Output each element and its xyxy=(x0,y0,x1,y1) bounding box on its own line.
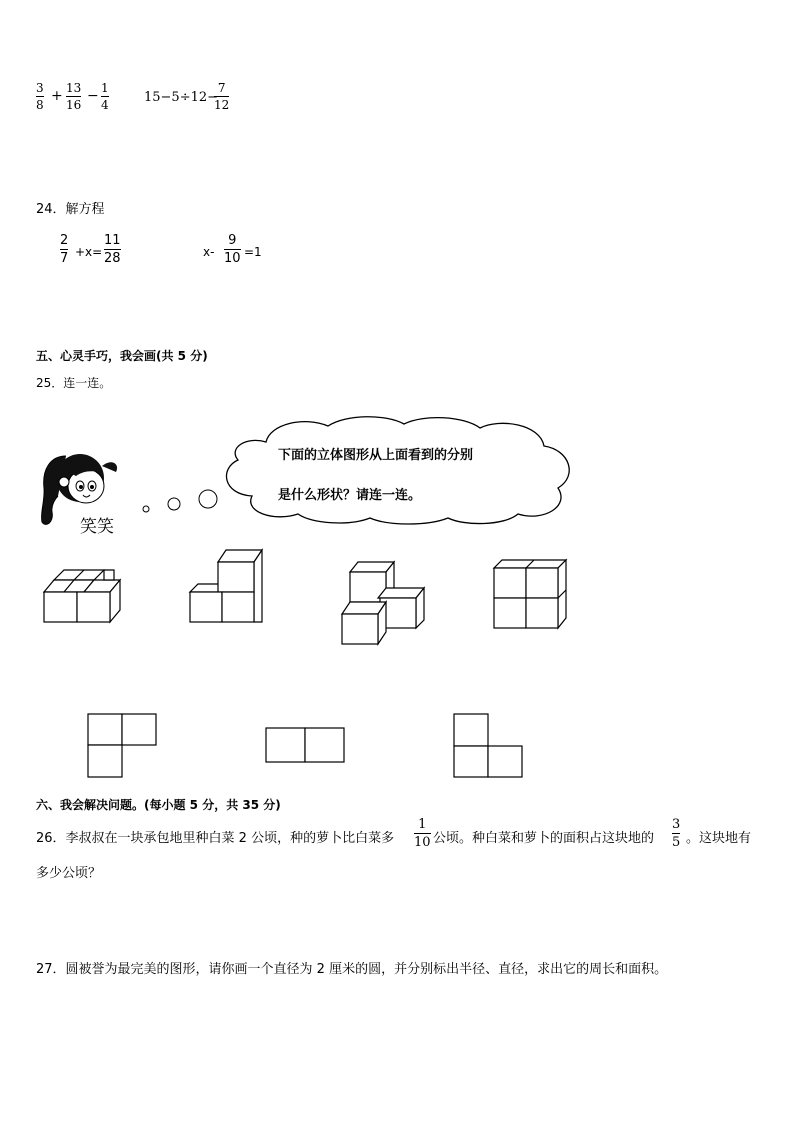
q26-text-part3: 。这块地有 xyxy=(686,831,752,846)
q24-title: 24．解方程 xyxy=(36,202,105,217)
fraction-11-28: 11 28 xyxy=(104,233,121,266)
q26-text-part2: 公顷。种白菜和萝卜的面积占这块地的 xyxy=(433,831,655,846)
fraction-13-16: 13 16 xyxy=(66,81,82,112)
fraction-9-10: 9 10 xyxy=(224,233,241,266)
section-5-heading: 五、心灵手巧，我会画(共 5 分) xyxy=(36,349,208,363)
fraction-3-8: 3 8 xyxy=(36,81,44,112)
solid-figure-2 xyxy=(186,546,266,626)
equation-x-minus: x- xyxy=(203,245,215,259)
q27-text: 27．圆被誉为最完美的图形，请你画一个直径为 2 厘米的圆，并分别标出半径、直径，求出它的周长和面积。 xyxy=(36,962,668,977)
minus-sign: − xyxy=(87,88,99,104)
thought-bubbles xyxy=(140,488,220,518)
q26-text-part1: 26．李叔叔在一块承包地里种白菜 2 公顷，种的萝卜比白菜多 xyxy=(36,831,395,846)
section-6-heading: 六、我会解决问题。(每小题 5 分，共 35 分) xyxy=(36,798,281,812)
solid-figure-3 xyxy=(336,558,432,648)
expression-15-minus: 15−5÷12− xyxy=(144,90,219,105)
q25-title: 25．连一连。 xyxy=(36,376,112,390)
equation-plus-x: +x= xyxy=(75,245,103,259)
fraction-1-10: 1 10 xyxy=(414,817,431,850)
cloud-text-line2: 是什么形状？请连一连。 xyxy=(278,488,422,503)
fraction-3-5: 3 5 xyxy=(672,817,681,850)
girl-label: 笑笑 xyxy=(80,517,114,537)
plus-sign: + xyxy=(51,88,63,104)
equation-equals-1: =1 xyxy=(244,245,262,259)
top-view-shape-2 xyxy=(264,726,348,766)
fraction-7-12: 7 12 xyxy=(214,81,230,112)
solid-figure-1 xyxy=(40,564,124,626)
speech-cloud xyxy=(218,414,580,526)
fraction-1-4: 1 4 xyxy=(101,81,109,112)
q26-text-line2: 多少公顷？ xyxy=(36,866,102,881)
solid-figure-4 xyxy=(490,556,572,632)
cloud-text-line1: 下面的立体图形从上面看到的分别 xyxy=(278,448,474,463)
top-view-shape-3 xyxy=(452,712,526,780)
top-view-shape-1 xyxy=(86,712,158,780)
fraction-2-7: 2 7 xyxy=(60,233,69,266)
